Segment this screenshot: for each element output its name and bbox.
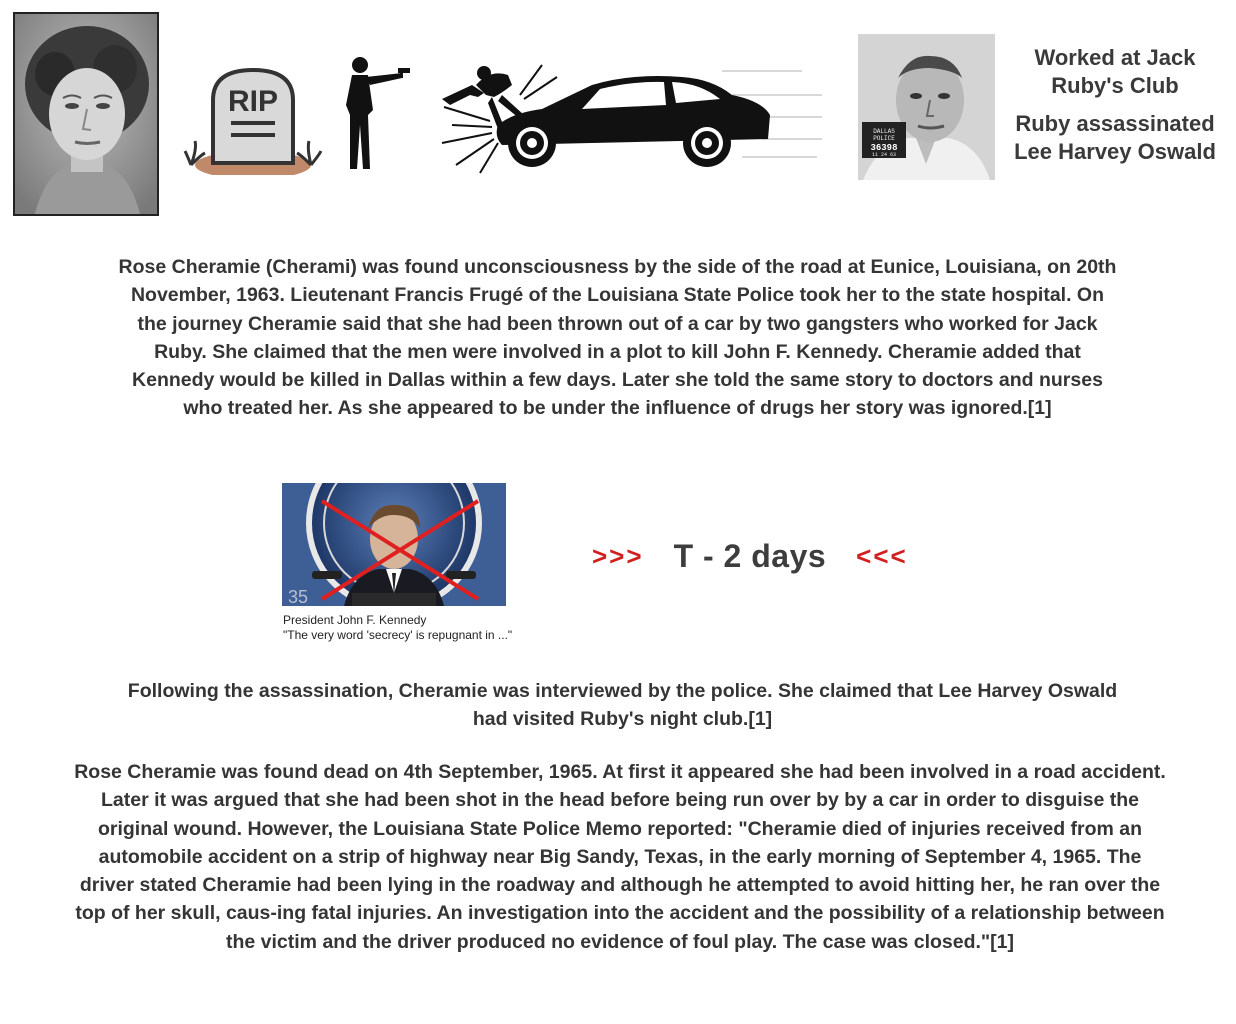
ruby-caption-line1: Worked at Jack Ruby's Club [1034, 45, 1196, 98]
jfk-photo [282, 483, 506, 606]
jfk-caption-quote: "The very word 'secrecy' is repugnant in ..." [283, 628, 513, 642]
ruby-caption [1005, 44, 1225, 166]
jfk-caption [283, 613, 512, 643]
placard-line1: DALLAS [873, 128, 895, 135]
placard-line2: POLICE [873, 135, 895, 142]
countdown-banner [592, 536, 908, 576]
placard-date: 11 24 63 [871, 152, 897, 158]
tombstone-icon [183, 55, 323, 175]
paragraph-interview: Following the assassination, Cheramie was interviewed by the police. She claimed that Lee Harvey Oswald had visited Ruby's night club.[1] [127, 680, 1118, 731]
car-crash-icon [432, 55, 827, 180]
paragraph-found-dead: Rose Cheramie was found dead on 4th September, 1965. At first it appeared she had been involved in a road accident. Later it was argued that she had been shot in the head before being run over by by a car in order to disguise the original wound. However, the Louisiana State Police Memo reported: "Cheramie died of injuries received from an automobile accident on a strip of highway near Big Sandy, Texas, in the early morning of September 4, 1965. The driver stated Cheramie had been lying in the roadway and although he attempted to avoid hitting her, he ran over the top of her skull, caus-ing fatal injuries. An investigation into the accident and the possibility of a relationship between the victim and the driver produced no evidence of foul play. The case was closed."[1] [74, 761, 1166, 953]
tombstone-text: RIP [227, 85, 279, 118]
ruby-caption-line2: Ruby assassinated Lee Harvey Oswald [1014, 111, 1216, 164]
number-overlay: 35 [288, 587, 309, 606]
portrait-photo [13, 12, 159, 216]
left-arrows: >>> [592, 540, 644, 571]
placard-number: 36398 [870, 143, 898, 153]
jfk-caption-name: President John F. Kennedy [283, 613, 427, 627]
countdown-label: T - 2 days [673, 537, 827, 574]
mugshot-photo [858, 34, 995, 180]
gunman-icon [340, 55, 415, 173]
paragraph-found-unconscious: Rose Cheramie (Cherami) was found unconsciousness by the side of the road at Eunice, Louisiana, on 20th November, 1963. Lieutenant Francis Frugé of the Louisiana State Police took her to the state hospital. On the journey Cheramie said that she had been thrown out of a car by two gangsters who worked for Jack Ruby. She claimed that the men were involved in a plot to kill John F. Kennedy. Cheramie added that Kennedy would be killed in Dallas within a few days. Later she told the same story to doctors and nurses who treated her. As she appeared to be under the influence of drugs her story was ignored.[1] [118, 256, 1117, 420]
right-arrows: <<< [856, 540, 908, 571]
